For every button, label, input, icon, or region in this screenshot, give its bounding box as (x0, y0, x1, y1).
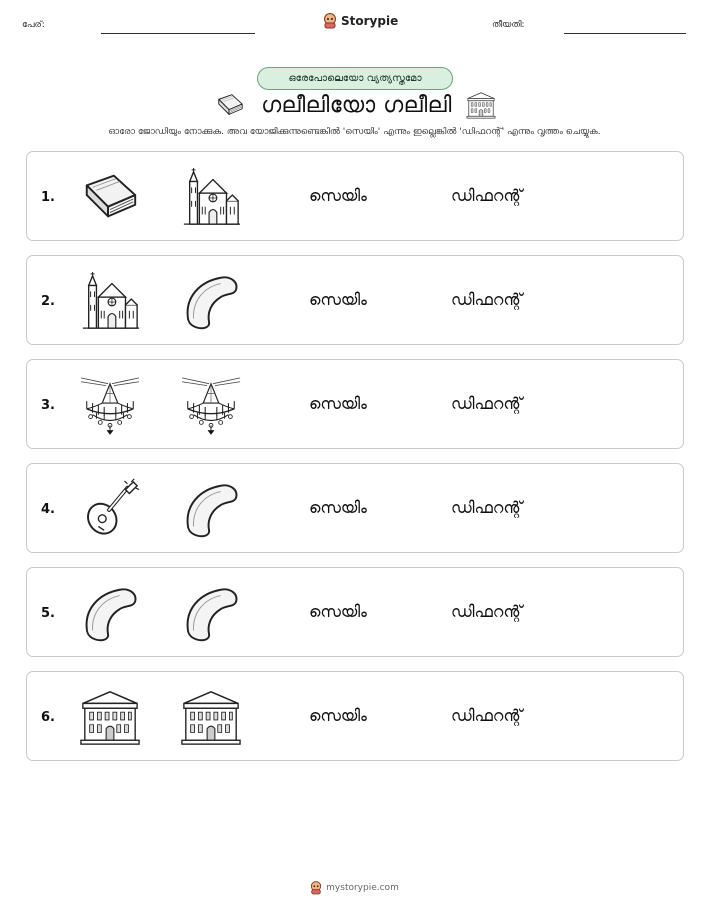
date-label: തീയതി: (492, 20, 525, 30)
chandelier-icon (79, 374, 141, 436)
date-line[interactable] (564, 33, 686, 34)
question-number: 6. (41, 710, 55, 725)
instructions: ഓരോ ജോഡിയും നോക്കുക. അവ യോജിക്കുന്നുണ്ടെങ്കിൽ 'സെയിം' എന്നും ഇല്ലെങ്കിൽ 'ഡിഫറന്റ്' എന്നും വൃത്തം ചെയ്യുക. (108, 127, 601, 137)
book-icon (79, 166, 141, 228)
worksheet-type-badge: ഒരേപോലെയോ വ്യത്യസ്തമോ (257, 67, 453, 90)
same-option[interactable]: സെയിം (309, 706, 367, 725)
different-option[interactable]: ഡിഫറന്റ് (451, 394, 523, 413)
storypie-logo (323, 13, 398, 29)
different-option[interactable]: ഡിഫറന്റ് (451, 706, 523, 725)
same-option[interactable]: സെയിം (309, 602, 367, 621)
lute-icon (79, 478, 141, 540)
question-number: 5. (41, 606, 55, 621)
question-number: 3. (41, 398, 55, 413)
question-card (26, 463, 684, 553)
question-card (26, 671, 684, 761)
question-number: 1. (41, 190, 55, 205)
university-building-icon (79, 686, 141, 748)
question-number: 4. (41, 502, 55, 517)
chandelier-icon (180, 374, 242, 436)
university-building-icon (180, 686, 242, 748)
curved-lens-icon (180, 582, 242, 644)
question-card (26, 359, 684, 449)
church-icon (180, 166, 242, 228)
page-title: ഗലീലിയോ ഗലീലി (261, 92, 452, 118)
curved-lens-icon (180, 478, 242, 540)
footer (0, 881, 709, 895)
different-option[interactable]: ഡിഫറന്റ് (451, 186, 523, 205)
name-line[interactable] (101, 33, 255, 34)
title-row (0, 88, 709, 122)
brand-name: Storypie (341, 14, 399, 28)
curved-lens-icon (180, 270, 242, 332)
name-label: പേര്: (22, 20, 45, 30)
storypie-mascot-icon (310, 881, 322, 895)
question-card (26, 567, 684, 657)
same-option[interactable]: സെയിം (309, 498, 367, 517)
different-option[interactable]: ഡിഫറന്റ് (451, 602, 523, 621)
same-option[interactable]: സെയിം (309, 186, 367, 205)
same-option[interactable]: സെയിം (309, 290, 367, 309)
question-card (26, 151, 684, 241)
church-icon (79, 270, 141, 332)
book-icon (213, 90, 247, 120)
same-option[interactable]: സെയിം (309, 394, 367, 413)
question-card (26, 255, 684, 345)
curved-lens-icon (79, 582, 141, 644)
question-number: 2. (41, 294, 55, 309)
footer-website[interactable]: mystorypie.com (326, 883, 399, 893)
university-building-icon (466, 90, 496, 120)
different-option[interactable]: ഡിഫറന്റ് (451, 290, 523, 309)
different-option[interactable]: ഡിഫറന്റ് (451, 498, 523, 517)
storypie-mascot-icon (323, 13, 337, 29)
